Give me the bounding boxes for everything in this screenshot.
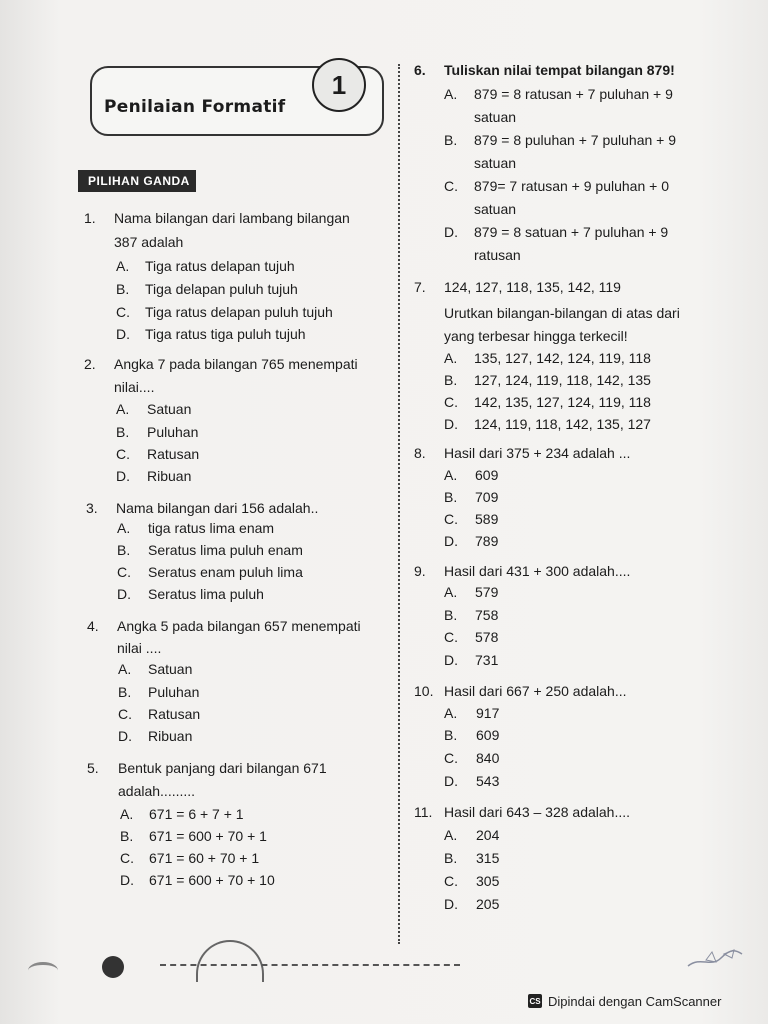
question-text: Nama bilangan dari 156 adalah.. — [116, 500, 319, 516]
flower-icon — [686, 946, 744, 972]
option-letter: D. — [444, 533, 458, 549]
option-text: 671 = 6 + 7 + 1 — [149, 806, 244, 822]
option-letter: A. — [120, 806, 134, 822]
number-badge: 1 — [312, 58, 366, 112]
option-letter: B. — [118, 684, 132, 700]
option-text: 840 — [476, 750, 500, 766]
option-letter: B. — [116, 424, 130, 440]
option-letter: D. — [444, 652, 458, 668]
question-number: 10. — [414, 683, 434, 699]
question-text: Hasil dari 375 + 234 adalah ... — [444, 445, 631, 461]
option-text: 315 — [476, 850, 500, 866]
option-text: Satuan — [147, 401, 192, 417]
option-letter: B. — [116, 281, 130, 297]
option-letter: C. — [116, 446, 130, 462]
option-text: Ratusan — [147, 446, 200, 462]
option-text: 579 — [475, 584, 499, 600]
option-text: Ribuan — [148, 728, 193, 744]
dot-decoration — [102, 956, 124, 978]
option-letter: A. — [444, 705, 458, 721]
option-text: 879= 7 ratusan + 9 puluhan + 0 — [474, 178, 669, 194]
question-text: adalah......... — [118, 783, 196, 799]
question-number: 6. — [414, 62, 426, 78]
option-text: Ratusan — [148, 706, 201, 722]
option-letter: D. — [116, 468, 130, 484]
option-letter: D. — [118, 728, 132, 744]
question-number: 1. — [84, 210, 96, 226]
question-text: Angka 5 pada bilangan 657 menempati — [117, 618, 361, 634]
question-number: 7. — [414, 279, 426, 295]
option-letter: A. — [444, 467, 458, 483]
option-text: 589 — [475, 511, 499, 527]
option-letter: C. — [118, 706, 132, 722]
option-letter: C. — [116, 304, 130, 320]
option-text: 127, 124, 119, 118, 142, 135 — [474, 372, 651, 388]
option-text: Seratus lima puluh enam — [148, 542, 303, 558]
option-letter: B. — [444, 372, 458, 388]
option-text: 731 — [475, 652, 499, 668]
swirl-decoration — [28, 962, 58, 979]
question-number: 5. — [87, 760, 99, 776]
question-text: Tuliskan nilai tempat bilangan 879! — [444, 62, 675, 78]
option-letter: B. — [120, 828, 134, 844]
option-text: satuan — [474, 155, 517, 171]
option-text: 543 — [476, 773, 500, 789]
option-letter: A. — [116, 401, 130, 417]
camscanner-logo-icon: CS — [528, 994, 542, 1008]
option-text: Satuan — [148, 661, 193, 677]
option-text: Ribuan — [147, 468, 192, 484]
option-text: 671 = 600 + 70 + 10 — [149, 872, 275, 888]
option-text: 709 — [475, 489, 499, 505]
option-text: tiga ratus lima enam — [148, 520, 275, 536]
option-text: 758 — [475, 607, 499, 623]
option-text: 671 = 60 + 70 + 1 — [149, 850, 260, 866]
option-letter: C. — [444, 394, 458, 410]
question-number: 9. — [414, 563, 426, 579]
option-letter: C. — [444, 178, 458, 194]
option-letter: C. — [444, 750, 458, 766]
option-letter: B. — [117, 542, 131, 558]
option-text: 124, 119, 118, 142, 135, 127 — [474, 416, 651, 432]
question-text: Hasil dari 667 + 250 adalah... — [444, 683, 627, 699]
question-text: Hasil dari 643 – 328 adalah.... — [444, 804, 631, 820]
option-letter: C. — [120, 850, 134, 866]
question-number: 3. — [86, 500, 98, 516]
option-text: satuan — [474, 201, 517, 217]
option-letter: D. — [116, 326, 130, 342]
option-text: Puluhan — [147, 424, 199, 440]
option-text: 789 — [475, 533, 499, 549]
camscanner-badge — [528, 990, 721, 1012]
option-letter: B. — [444, 132, 458, 148]
option-text: 879 = 8 puluhan + 7 puluhan + 9 — [474, 132, 677, 148]
option-letter: B. — [444, 727, 458, 743]
option-text: 205 — [476, 896, 500, 912]
footer-strip — [160, 964, 460, 976]
option-letter: D. — [444, 896, 458, 912]
option-letter: A. — [444, 584, 458, 600]
option-letter: D. — [444, 773, 458, 789]
section-label: PILIHAN GANDA — [78, 170, 196, 192]
question-text: 387 adalah — [114, 234, 184, 250]
option-text: 135, 127, 142, 124, 119, 118 — [474, 350, 651, 366]
option-text: satuan — [474, 109, 517, 125]
option-letter: C. — [444, 629, 458, 645]
question-text: nilai .... — [117, 640, 162, 656]
option-text: ratusan — [474, 247, 521, 263]
question-text: nilai.... — [114, 379, 155, 395]
column-divider — [398, 64, 400, 944]
question-number: 2. — [84, 356, 96, 372]
page-title: Penilaian Formatif — [104, 97, 286, 117]
option-letter: C. — [444, 511, 458, 527]
question-number: 11. — [414, 804, 433, 820]
option-text: Tiga ratus delapan tujuh — [145, 258, 295, 274]
option-text: 305 — [476, 873, 500, 889]
option-text: 609 — [476, 727, 500, 743]
option-text: 879 = 8 ratusan + 7 puluhan + 9 — [474, 86, 673, 102]
camscanner-text: Dipindai dengan CamScanner — [548, 993, 722, 1009]
option-letter: A. — [444, 827, 458, 843]
option-text: Tiga ratus tiga puluh tujuh — [145, 326, 306, 342]
option-text: Tiga ratus delapan puluh tujuh — [145, 304, 333, 320]
option-letter: D. — [120, 872, 134, 888]
option-letter: C. — [117, 564, 131, 580]
question-text: Nama bilangan dari lambang bilangan — [114, 210, 350, 226]
question-text: Urutkan bilangan-bilangan di atas dari — [444, 305, 680, 321]
question-number: 8. — [414, 445, 426, 461]
option-letter: B. — [444, 850, 458, 866]
option-letter: A. — [444, 86, 458, 102]
option-letter: B. — [444, 607, 458, 623]
question-number: 4. — [87, 618, 99, 634]
option-letter: A. — [116, 258, 130, 274]
question-text: Hasil dari 431 + 300 adalah.... — [444, 563, 631, 579]
option-letter: D. — [444, 416, 458, 432]
option-text: Tiga delapan puluh tujuh — [145, 281, 298, 297]
question-text: Angka 7 pada bilangan 765 menempati — [114, 356, 358, 372]
option-letter: D. — [444, 224, 458, 240]
question-text: Bentuk panjang dari bilangan 671 — [118, 760, 327, 776]
option-letter: A. — [118, 661, 132, 677]
option-text: 204 — [476, 827, 500, 843]
option-letter: B. — [444, 489, 458, 505]
option-text: 917 — [476, 705, 500, 721]
option-text: 671 = 600 + 70 + 1 — [149, 828, 267, 844]
option-text: 879 = 8 satuan + 7 puluhan + 9 — [474, 224, 669, 240]
option-letter: A. — [117, 520, 131, 536]
question-text: yang terbesar hingga terkecil! — [444, 328, 628, 344]
option-text: 578 — [475, 629, 499, 645]
question-text: 124, 127, 118, 135, 142, 119 — [444, 279, 621, 295]
option-text: Seratus enam puluh lima — [148, 564, 303, 580]
option-text: 142, 135, 127, 124, 119, 118 — [474, 394, 651, 410]
option-letter: A. — [444, 350, 458, 366]
option-text: Puluhan — [148, 684, 200, 700]
option-letter: C. — [444, 873, 458, 889]
option-letter: D. — [117, 586, 131, 602]
option-text: Seratus lima puluh — [148, 586, 264, 602]
option-text: 609 — [475, 467, 499, 483]
